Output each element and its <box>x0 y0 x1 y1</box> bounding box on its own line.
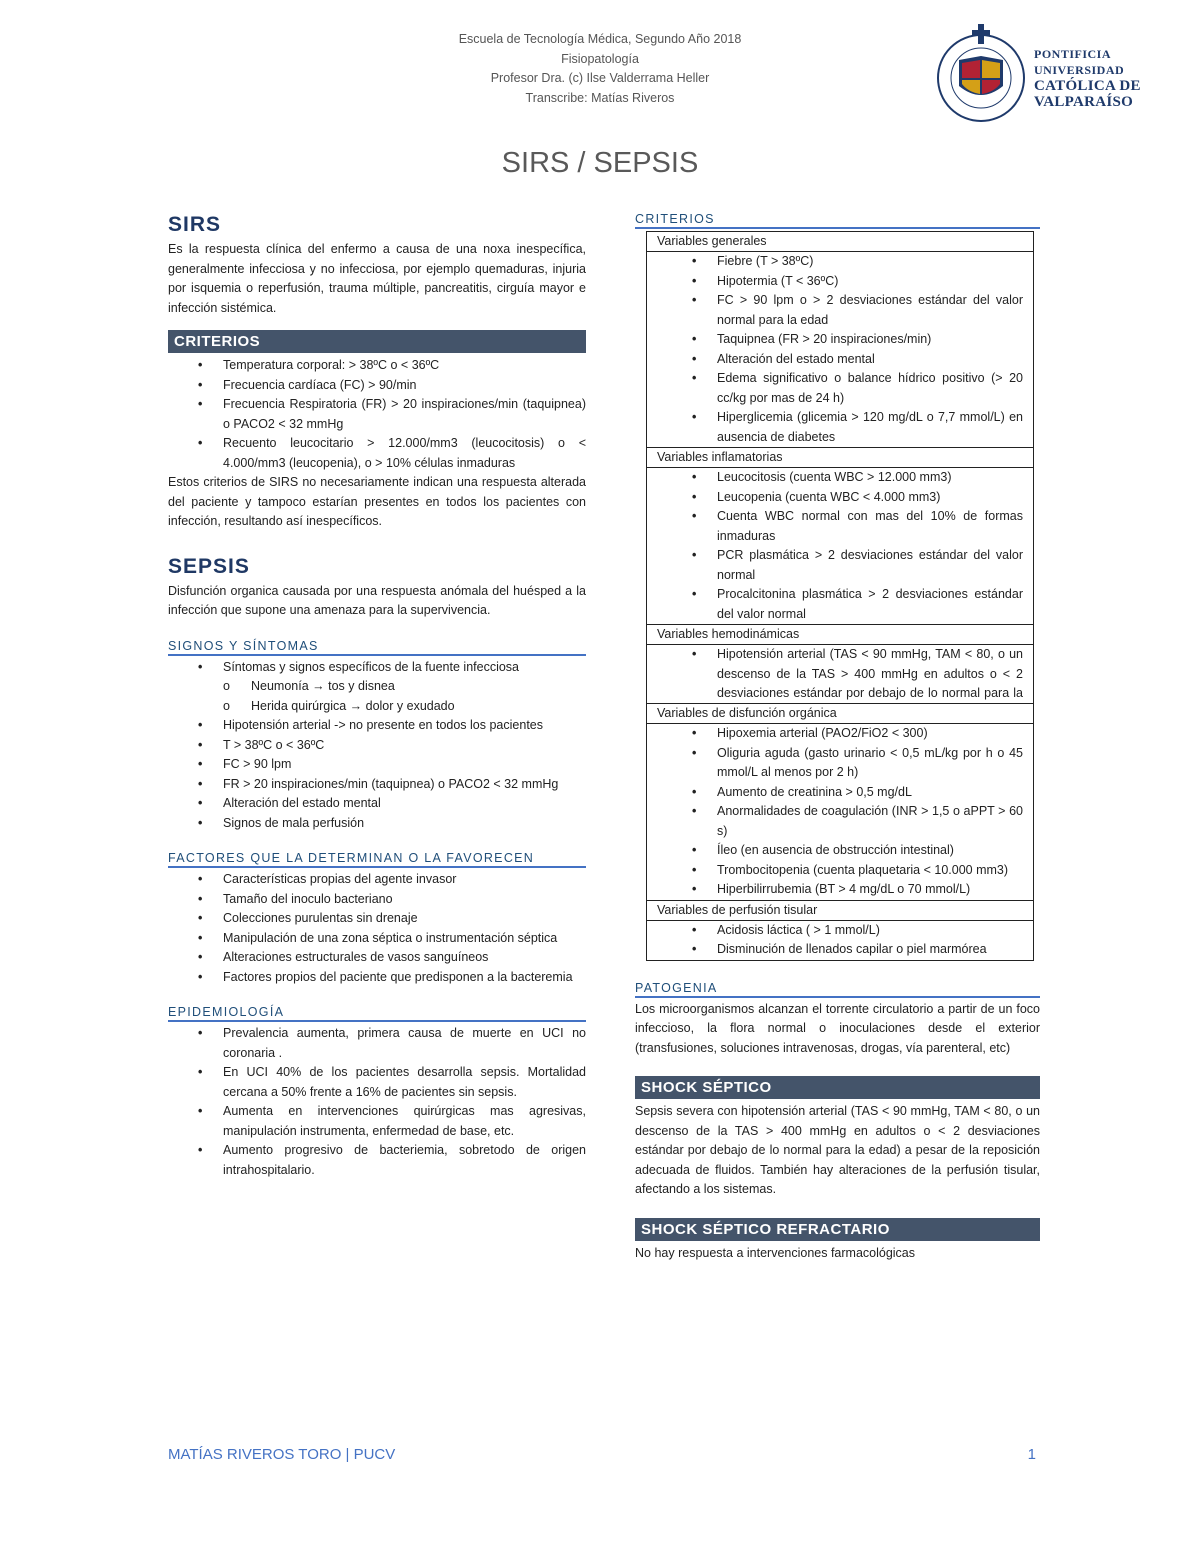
signos-list <box>168 658 586 678</box>
university-name <box>1034 46 1141 110</box>
logo-line-2: UNIVERSIDAD <box>1034 63 1125 77</box>
list-item: o Herida quirúrgica → dolor y exudado <box>223 697 586 717</box>
list-item: • T > 38ºC o < 36ºC <box>198 736 586 756</box>
list-item: • FC > 90 lpm o > 2 desviaciones estándar del valor normal para la edad <box>692 291 1023 330</box>
list-item: • Trombocitopenia (cuenta plaquetaria < 10.000 mm3) <box>692 861 1023 881</box>
table-section-title: Variables generales <box>647 232 1033 252</box>
list-item: • Manipulación de una zona séptica o instrumentación séptica <box>198 929 586 949</box>
header-transcriber: Transcribe: Matías Riveros <box>525 90 675 105</box>
list-item: • FC > 90 lpm <box>198 755 586 775</box>
list-item: • Disminución de llenados capilar o piel marmórea <box>692 940 1023 960</box>
list-item: • Alteraciones estructurales de vasos sanguíneos <box>198 948 586 968</box>
epidemiologia-heading: EPIDEMIOLOGÍA <box>168 1005 586 1022</box>
sepsis-heading: SEPSIS <box>168 554 250 578</box>
table-section-title: Variables de perfusión tisular <box>647 901 1033 921</box>
list-item: • Taquipnea (FR > 20 inspiraciones/min) <box>692 330 1023 350</box>
perfusion-variables-list <box>647 921 1033 960</box>
header-professor: Profesor Dra. (c) Ilse Valderrama Heller <box>490 71 710 85</box>
criteria-table <box>646 231 1034 961</box>
signos-list-rest <box>168 716 586 833</box>
list-item: o Neumonía → tos y disnea <box>223 677 586 697</box>
list-item: • Acidosis láctica ( > 1 mmol/L) <box>692 921 1023 941</box>
list-item: • Temperatura corporal: > 38ºC o < 36ºC <box>198 356 586 376</box>
list-item: • Prevalencia aumenta, primera causa de muerte en UCI no coronaria . <box>198 1024 586 1063</box>
page-footer <box>168 1446 1036 1463</box>
table-section-general <box>647 232 1033 448</box>
list-item: • Leucocitosis (cuenta WBC > 12.000 mm3) <box>692 468 1023 488</box>
inflammatory-variables-list <box>647 468 1033 624</box>
list-item: • Oliguria aguda (gasto urinario < 0,5 mL/kg por h o 45 mmol/L al menos por 2 h) <box>692 744 1023 783</box>
criterios-bar: CRITERIOS <box>168 330 586 353</box>
list-item: • Recuento leucocitario > 12.000/mm3 (leucocitosis) o < 4.000/mm3 (leucopenia), o > 10% células inmaduras <box>198 434 586 473</box>
table-section-inflammatory <box>647 448 1033 625</box>
list-item: • Hipotensión arterial (TAS < 90 mmHg, TAM < 80, o un descenso de la TAS > 400 mmHg en adultos o < 2 desviaciones estándar por debajo de lo normal para la <box>692 645 1023 703</box>
list-item: • Íleo (en ausencia de obstrucción intestinal) <box>692 841 1023 861</box>
list-item: • Colecciones purulentas sin drenaje <box>198 909 586 929</box>
header-course: Fisiopatología <box>561 51 639 66</box>
list-item: • Características propias del agente invasor <box>198 870 586 890</box>
list-item: • Alteración del estado mental <box>692 350 1023 370</box>
list-item: • Fiebre (T > 38ºC) <box>692 252 1023 272</box>
sirs-definition: Es la respuesta clínica del enfermo a causa de una noxa inespecífica, generalmente infecciosa y no infecciosa, por ejemplo quemaduras, injuria por isquemia o reperfusión, trauma múltiple, pancreatitis, cirguía mayor e infección sistémica. <box>168 242 586 315</box>
general-variables-list <box>647 252 1033 447</box>
organ-dysfunction-list <box>647 724 1033 900</box>
list-item: • Tamaño del inoculo bacteriano <box>198 890 586 910</box>
table-section-hemodynamic <box>647 625 1033 704</box>
page-title: SIRS / SEPSIS <box>501 147 699 180</box>
shock-refractario-bar: SHOCK SÉPTICO REFRACTARIO <box>635 1218 1040 1241</box>
list-item: • FR > 20 inspiraciones/min (taquipnea) o PACO2 < 32 mmHg <box>198 775 586 795</box>
patogenia-heading: PATOGENIA <box>635 981 1040 998</box>
list-item: • Frecuencia Respiratoria (FR) > 20 inspiraciones/min (taquipnea) o PACO2 < 32 mmHg <box>198 395 586 434</box>
criteria-note: Estos criterios de SIRS no necesariamente indican una respuesta alterada del paciente y tampoco estarían presentes en todos los pacientes con infección, resultando así inespecíficos. <box>168 475 586 528</box>
university-seal-icon <box>936 20 1028 124</box>
table-section-title: Variables de disfunción orgánica <box>647 704 1033 724</box>
list-item: • Frecuencia cardíaca (FC) > 90/min <box>198 376 586 396</box>
list-item: • PCR plasmática > 2 desviaciones estándar del valor normal <box>692 546 1023 585</box>
list-item: • Hipotermia (T < 36ºC) <box>692 272 1023 292</box>
factores-heading: FACTORES QUE LA DETERMINAN O LA FAVORECEN <box>168 851 586 868</box>
list-item: • Hipoxemia arterial (PAO2/FiO2 < 300) <box>692 724 1023 744</box>
sepsis-definition: Disfunción organica causada por una respuesta anómala del huésped a la infección que supone una amenaza para la supervivencia. <box>168 583 586 617</box>
hemodynamic-variables-list <box>647 645 1033 703</box>
list-item: • Procalcitonina plasmática > 2 desviaciones estándar del valor normal <box>692 585 1023 624</box>
list-item: • Hiperglicemia (glicemia > 120 mg/dL o 7,7 mmol/L) en ausencia de diabetes <box>692 408 1023 447</box>
shock-septico-bar: SHOCK SÉPTICO <box>635 1076 1040 1099</box>
page-number: 1 <box>1027 1446 1036 1463</box>
table-section-title: Variables hemodinámicas <box>647 625 1033 645</box>
logo-line-3: CATÓLICA DE <box>1034 78 1141 94</box>
table-section-organ-dysfunction <box>647 704 1033 901</box>
sirs-heading: SIRS <box>168 213 222 236</box>
list-item: • Aumento de creatinina > 0,5 mg/dL <box>692 783 1023 803</box>
signos-heading: SIGNOS Y SÍNTOMAS <box>168 639 586 656</box>
patogenia-text: Los microorganismos alcanzan el torrente circulatorio a partir de un foco infeccioso, la flora normal o inoculaciones desde el exterior (transfusiones, soluciones intravenosas, drogas, vía parenteral, etc) <box>635 1001 1040 1055</box>
list-item: • Anormalidades de coagulación (INR > 1,5 o aPPT > 60 s) <box>692 802 1023 841</box>
hemodynamic-clip <box>647 645 1033 703</box>
table-section-perfusion <box>647 901 1033 960</box>
footer-author: MATÍAS RIVEROS TORO | PUCV <box>168 1446 396 1463</box>
list-item: • Leucopenia (cuenta WBC < 4.000 mm3) <box>692 488 1023 508</box>
header-school: Escuela de Tecnología Médica, Segundo Año 2018 <box>458 32 742 46</box>
list-item: • Hiperbilirrubemia (BT > 4 mg/dL o 70 mmol/L) <box>692 880 1023 900</box>
list-item: • Edema significativo o balance hídrico positivo (> 20 cc/kg por mas de 24 h) <box>692 369 1023 408</box>
university-logo <box>936 20 1146 124</box>
epidemiologia-list <box>168 1024 586 1180</box>
logo-line-1: PONTIFICIA <box>1034 47 1112 61</box>
list-item: • En UCI 40% de los pacientes desarrolla sepsis. Mortalidad cercana a 50% frente a 16% de pacientes sin sepsis. <box>198 1063 586 1102</box>
list-item: • Alteración del estado mental <box>198 794 586 814</box>
right-column <box>635 210 1040 1263</box>
list-item: • Aumento progresivo de bacteriemia, sobretodo de origen intrahospitalario. <box>198 1141 586 1180</box>
sirs-criteria-list <box>168 356 586 473</box>
list-item: • Síntomas y signos específicos de la fuente infecciosa <box>198 658 586 678</box>
shock-septico-text: Sepsis severa con hipotensión arterial (TAS < 90 mmHg, TAM < 80, o un descenso de la TAS > 400 mmHg en adultos o < 2 desviaciones estándar por debajo de lo normal para la edad) a pesar de la reposición adecuada de fluidos. También hay alteraciones de la perfusión tisular, afectando a los sistemas. <box>635 1104 1040 1196</box>
shock-refractario-text: No hay respuesta a intervenciones farmacológicas <box>635 1245 916 1260</box>
table-section-title: Variables inflamatorias <box>647 448 1033 468</box>
left-column <box>168 210 586 1180</box>
factores-list <box>168 870 586 987</box>
list-item: • Cuenta WBC normal con mas del 10% de formas inmaduras <box>692 507 1023 546</box>
list-item: • Signos de mala perfusión <box>198 814 586 834</box>
list-item: • Factores propios del paciente que predisponen a la bacteremia <box>198 968 586 988</box>
signos-sublist <box>168 677 586 716</box>
logo-line-4: VALPARAÍSO <box>1034 94 1134 110</box>
list-item: • Aumenta en intervenciones quirúrgicas mas agresivas, manipulación instrumenta, enfermedad de base, etc. <box>198 1102 586 1141</box>
criterios-table-heading: CRITERIOS <box>635 212 1040 229</box>
list-item: • Hipotensión arterial -> no presente en todos los pacientes <box>198 716 586 736</box>
